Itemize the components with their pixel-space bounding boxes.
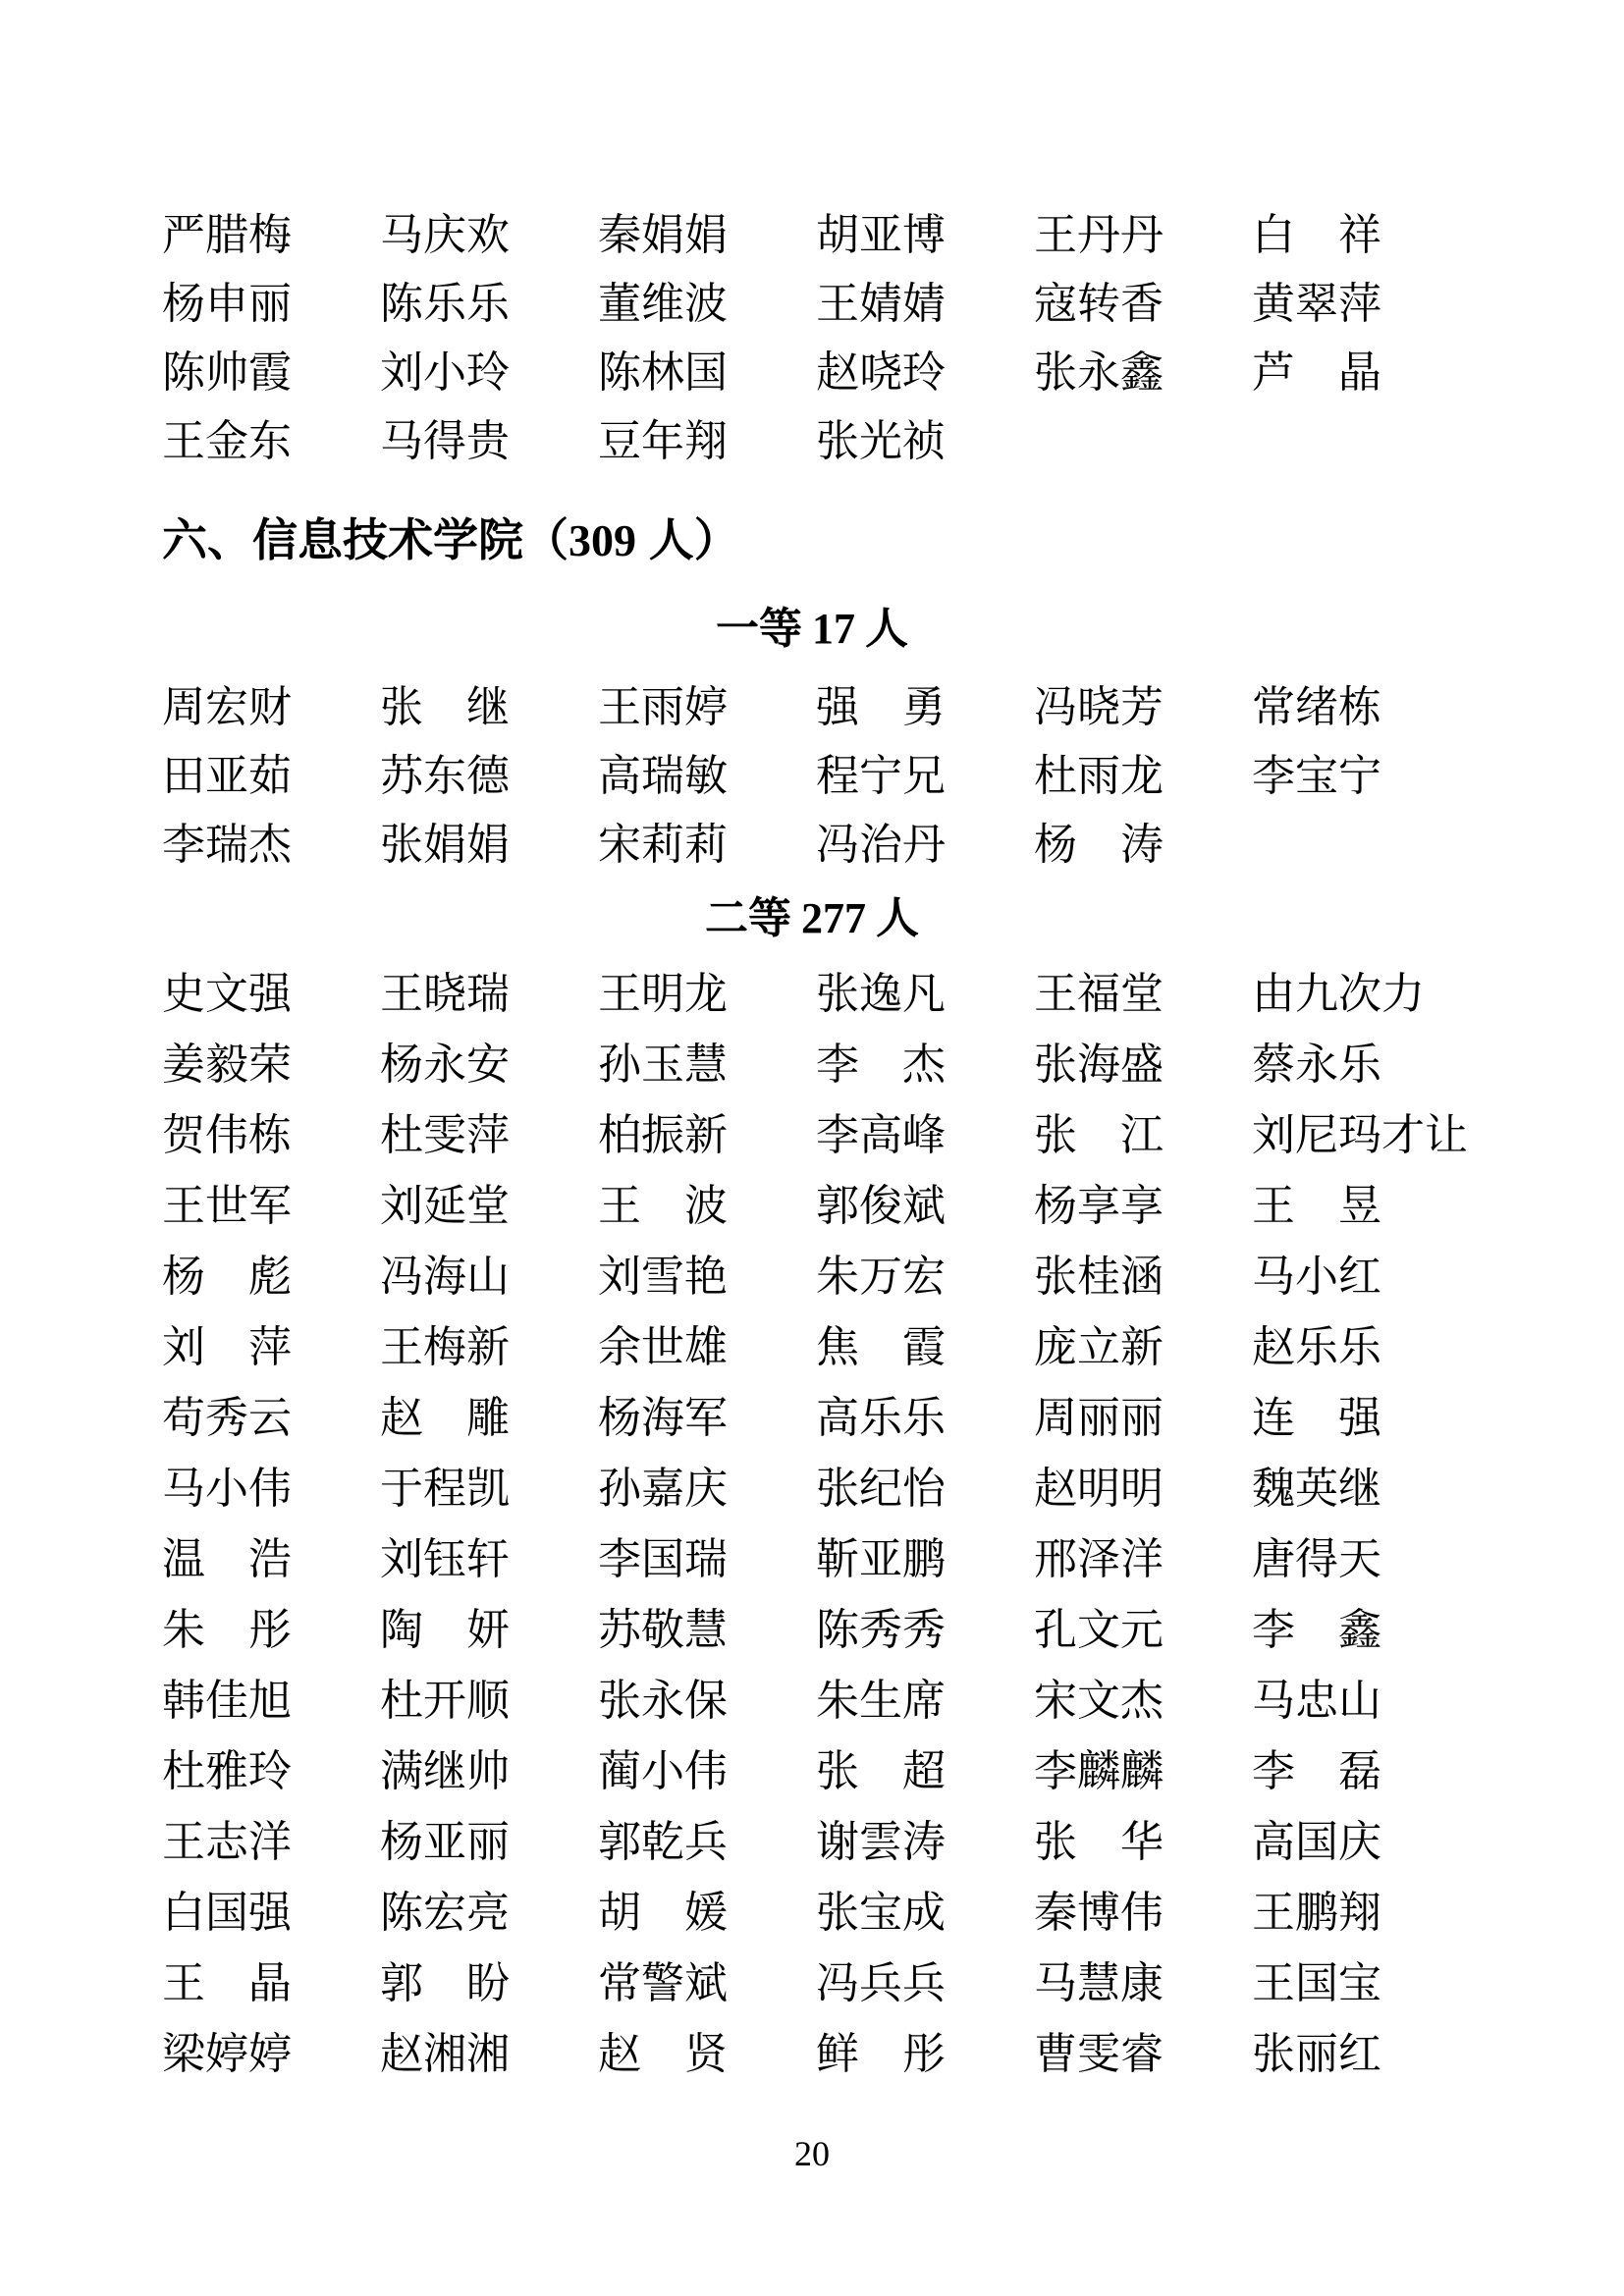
person-name: 李 磊 [1252, 1747, 1381, 1795]
name-row [162, 201, 1462, 270]
name-row [162, 1383, 1462, 1454]
name-row [162, 1100, 1468, 1171]
person-name: 张 继 [380, 683, 510, 731]
person-name: 马忠山 [1252, 1677, 1381, 1725]
person-name: 刘雪艳 [598, 1253, 728, 1301]
person-name: 王金东 [162, 417, 292, 465]
second-class-count: 277 [801, 894, 866, 942]
person-name: 田亚茹 [162, 752, 292, 800]
person-name: 苟秀云 [162, 1394, 292, 1442]
name-row [162, 2019, 1462, 2090]
name-row [162, 1878, 1462, 1949]
person-name: 赵 贤 [598, 2030, 728, 2078]
person-name: 由九次力 [1252, 970, 1425, 1018]
person-name: 赵哓玲 [816, 348, 946, 397]
person-name: 张海盛 [1034, 1041, 1164, 1089]
person-name: 谢雲涛 [816, 1818, 946, 1866]
person-name: 李瑞杰 [162, 821, 292, 869]
second-class-subheading [162, 884, 1462, 953]
person-name: 陈宏亮 [380, 1889, 510, 1937]
person-name: 王梅新 [380, 1323, 510, 1371]
person-name: 贺伟栋 [162, 1111, 292, 1159]
person-name: 李 杰 [816, 1041, 946, 1089]
name-row [162, 742, 1462, 811]
person-name: 蔡永乐 [1252, 1041, 1381, 1089]
person-name: 张桂涵 [1034, 1253, 1164, 1301]
person-name: 常警斌 [598, 1959, 728, 2007]
section-heading-suffix: 人） [636, 514, 739, 565]
person-name: 王 晶 [162, 1959, 292, 2007]
person-name: 曹雯睿 [1034, 2030, 1164, 2078]
person-name: 高乐乐 [816, 1394, 946, 1442]
person-name: 秦博伟 [1034, 1889, 1164, 1937]
person-name: 王鹏翔 [1252, 1889, 1381, 1937]
person-name: 张永保 [598, 1677, 728, 1725]
person-name: 王志洋 [162, 1818, 292, 1866]
name-row [162, 1454, 1462, 1524]
person-name: 张纪怡 [816, 1465, 946, 1513]
person-name: 赵湘湘 [380, 2030, 510, 2078]
name-row [162, 959, 1462, 1030]
person-name: 胡 媛 [598, 1889, 728, 1937]
person-name: 温 浩 [162, 1535, 292, 1583]
person-name: 冯晓芳 [1034, 683, 1164, 731]
person-name: 杨享享 [1034, 1182, 1164, 1230]
person-name: 马庆欢 [380, 211, 510, 259]
name-row [162, 407, 1462, 476]
second-class-unit: 人 [876, 894, 919, 942]
person-name: 刘 萍 [162, 1323, 292, 1371]
name-row [162, 1030, 1462, 1100]
name-row [162, 1595, 1462, 1666]
person-name: 朱生席 [816, 1677, 946, 1725]
person-name: 马慧康 [1034, 1959, 1164, 2007]
person-name: 杨 彪 [162, 1253, 292, 1301]
person-name: 杜雯萍 [380, 1111, 510, 1159]
person-name: 强 勇 [816, 683, 946, 731]
person-name: 冯治丹 [816, 821, 946, 869]
person-name: 鲜 彤 [816, 2030, 946, 2078]
person-name: 于程凯 [380, 1465, 510, 1513]
first-class-name-rows [162, 673, 1462, 880]
person-name: 杨申丽 [162, 280, 292, 328]
person-name: 孙嘉庆 [598, 1465, 728, 1513]
person-name: 芦 晶 [1252, 348, 1381, 397]
person-name: 赵乐乐 [1252, 1323, 1381, 1371]
person-name: 冯海山 [380, 1253, 510, 1301]
person-name: 常绪栋 [1252, 683, 1381, 731]
person-name: 赵 雕 [380, 1394, 510, 1442]
person-name: 陈帅霞 [162, 348, 292, 397]
person-name: 韩佳旭 [162, 1677, 292, 1725]
name-row [162, 1807, 1462, 1878]
first-class-unit: 人 [865, 605, 908, 653]
person-name: 刘小玲 [380, 348, 510, 397]
person-name: 王国宝 [1252, 1959, 1381, 2007]
person-name: 靳亚鹏 [816, 1535, 946, 1583]
person-name: 邢泽洋 [1034, 1535, 1164, 1583]
person-name: 马得贵 [380, 417, 510, 465]
person-name: 杨亚丽 [380, 1818, 510, 1866]
person-name: 白国强 [162, 1889, 292, 1937]
person-name: 王明龙 [598, 970, 728, 1018]
person-name: 王婧婧 [816, 280, 946, 328]
second-class-label: 二等 [705, 894, 791, 942]
person-name: 刘延堂 [380, 1182, 510, 1230]
first-class-label: 一等 [716, 605, 802, 653]
person-name: 庞立新 [1034, 1323, 1164, 1371]
person-name: 朱万宏 [816, 1253, 946, 1301]
second-class-name-rows [162, 959, 1468, 2090]
person-name: 张宝成 [816, 1889, 946, 1937]
person-name: 胡亚博 [816, 211, 946, 259]
name-row [162, 1949, 1462, 2019]
person-name: 魏英继 [1252, 1465, 1381, 1513]
person-name: 张光祯 [816, 417, 946, 465]
person-name: 余世雄 [598, 1323, 728, 1371]
person-name: 严腊梅 [162, 211, 292, 259]
name-row [162, 1312, 1462, 1383]
person-name: 程宁兄 [816, 752, 946, 800]
person-name: 张 超 [816, 1747, 946, 1795]
person-name: 杜雨龙 [1034, 752, 1164, 800]
section-heading-prefix: 六、信息技术学院（ [162, 514, 568, 565]
name-row [162, 1736, 1462, 1807]
person-name: 杨 涛 [1034, 821, 1164, 869]
person-name: 刘钰轩 [380, 1535, 510, 1583]
person-name: 梁婷婷 [162, 2030, 292, 2078]
person-name: 孙玉慧 [598, 1041, 728, 1089]
person-name: 王雨婷 [598, 683, 728, 731]
person-name: 史文强 [162, 970, 292, 1018]
person-name: 张永鑫 [1034, 348, 1164, 397]
person-name: 高瑞敏 [598, 752, 728, 800]
page-number: 20 [794, 2134, 830, 2173]
name-row [162, 270, 1462, 339]
name-row [162, 1666, 1462, 1736]
person-name: 李宝宁 [1252, 752, 1381, 800]
person-name: 杨海军 [598, 1394, 728, 1442]
person-name: 苏东德 [380, 752, 510, 800]
person-name: 李麟麟 [1034, 1747, 1164, 1795]
person-name: 黄翠萍 [1252, 280, 1381, 328]
person-name: 连 强 [1252, 1394, 1381, 1442]
person-name: 寇转香 [1034, 280, 1164, 328]
person-name: 王丹丹 [1034, 211, 1164, 259]
person-name: 王 昱 [1252, 1182, 1381, 1230]
person-name: 赵明明 [1034, 1465, 1164, 1513]
person-name: 王世军 [162, 1182, 292, 1230]
person-name: 张娟娟 [380, 821, 510, 869]
person-name: 马小红 [1252, 1253, 1381, 1301]
section-heading [162, 506, 1462, 575]
person-name: 周丽丽 [1034, 1394, 1164, 1442]
person-name: 李国瑞 [598, 1535, 728, 1583]
person-name: 郭乾兵 [598, 1818, 728, 1866]
name-row [162, 1242, 1462, 1312]
person-name: 马小伟 [162, 1465, 292, 1513]
carryover-name-rows [162, 201, 1462, 476]
person-name: 董维波 [598, 280, 728, 328]
name-row [162, 339, 1462, 407]
person-name: 陈秀秀 [816, 1606, 946, 1654]
first-class-count: 17 [812, 605, 855, 653]
person-name: 宋莉莉 [598, 821, 728, 869]
name-row [162, 1524, 1462, 1595]
person-name: 陈林国 [598, 348, 728, 397]
first-class-subheading [162, 595, 1462, 664]
name-row [162, 673, 1462, 742]
name-row [162, 811, 1462, 880]
person-name: 张逸凡 [816, 970, 946, 1018]
person-name: 郭俊斌 [816, 1182, 946, 1230]
person-name: 张 江 [1034, 1111, 1164, 1159]
person-name: 宋文杰 [1034, 1677, 1164, 1725]
person-name: 蔺小伟 [598, 1747, 728, 1795]
person-name: 张丽红 [1252, 2030, 1381, 2078]
person-name: 满继帅 [380, 1747, 510, 1795]
person-name: 唐得天 [1252, 1535, 1381, 1583]
person-name: 姜毅荣 [162, 1041, 292, 1089]
person-name: 焦 霞 [816, 1323, 946, 1371]
person-name: 白 祥 [1252, 211, 1381, 259]
person-name: 朱 彤 [162, 1606, 292, 1654]
person-name: 张 华 [1034, 1818, 1164, 1866]
person-name: 孔文元 [1034, 1606, 1164, 1654]
person-name: 李 鑫 [1252, 1606, 1381, 1654]
section-heading-count: 309 [568, 515, 636, 565]
person-name: 王 波 [598, 1182, 728, 1230]
person-name: 豆年翔 [598, 417, 728, 465]
person-name: 周宏财 [162, 683, 292, 731]
person-name: 杜雅玲 [162, 1747, 292, 1795]
person-name: 秦娟娟 [598, 211, 728, 259]
person-name: 苏敬慧 [598, 1606, 728, 1654]
person-name: 刘尼玛才让 [1252, 1111, 1468, 1159]
name-row [162, 1171, 1462, 1242]
person-name: 李高峰 [816, 1111, 946, 1159]
person-name: 陈乐乐 [380, 280, 510, 328]
person-name: 柏振新 [598, 1111, 728, 1159]
person-name: 杜开顺 [380, 1677, 510, 1725]
person-name: 陶 妍 [380, 1606, 510, 1654]
person-name: 高国庆 [1252, 1818, 1381, 1866]
person-name: 王福堂 [1034, 970, 1164, 1018]
person-name: 冯兵兵 [816, 1959, 946, 2007]
person-name: 杨永安 [380, 1041, 510, 1089]
person-name: 郭 盼 [380, 1959, 510, 2007]
person-name: 王晓瑞 [380, 970, 510, 1018]
